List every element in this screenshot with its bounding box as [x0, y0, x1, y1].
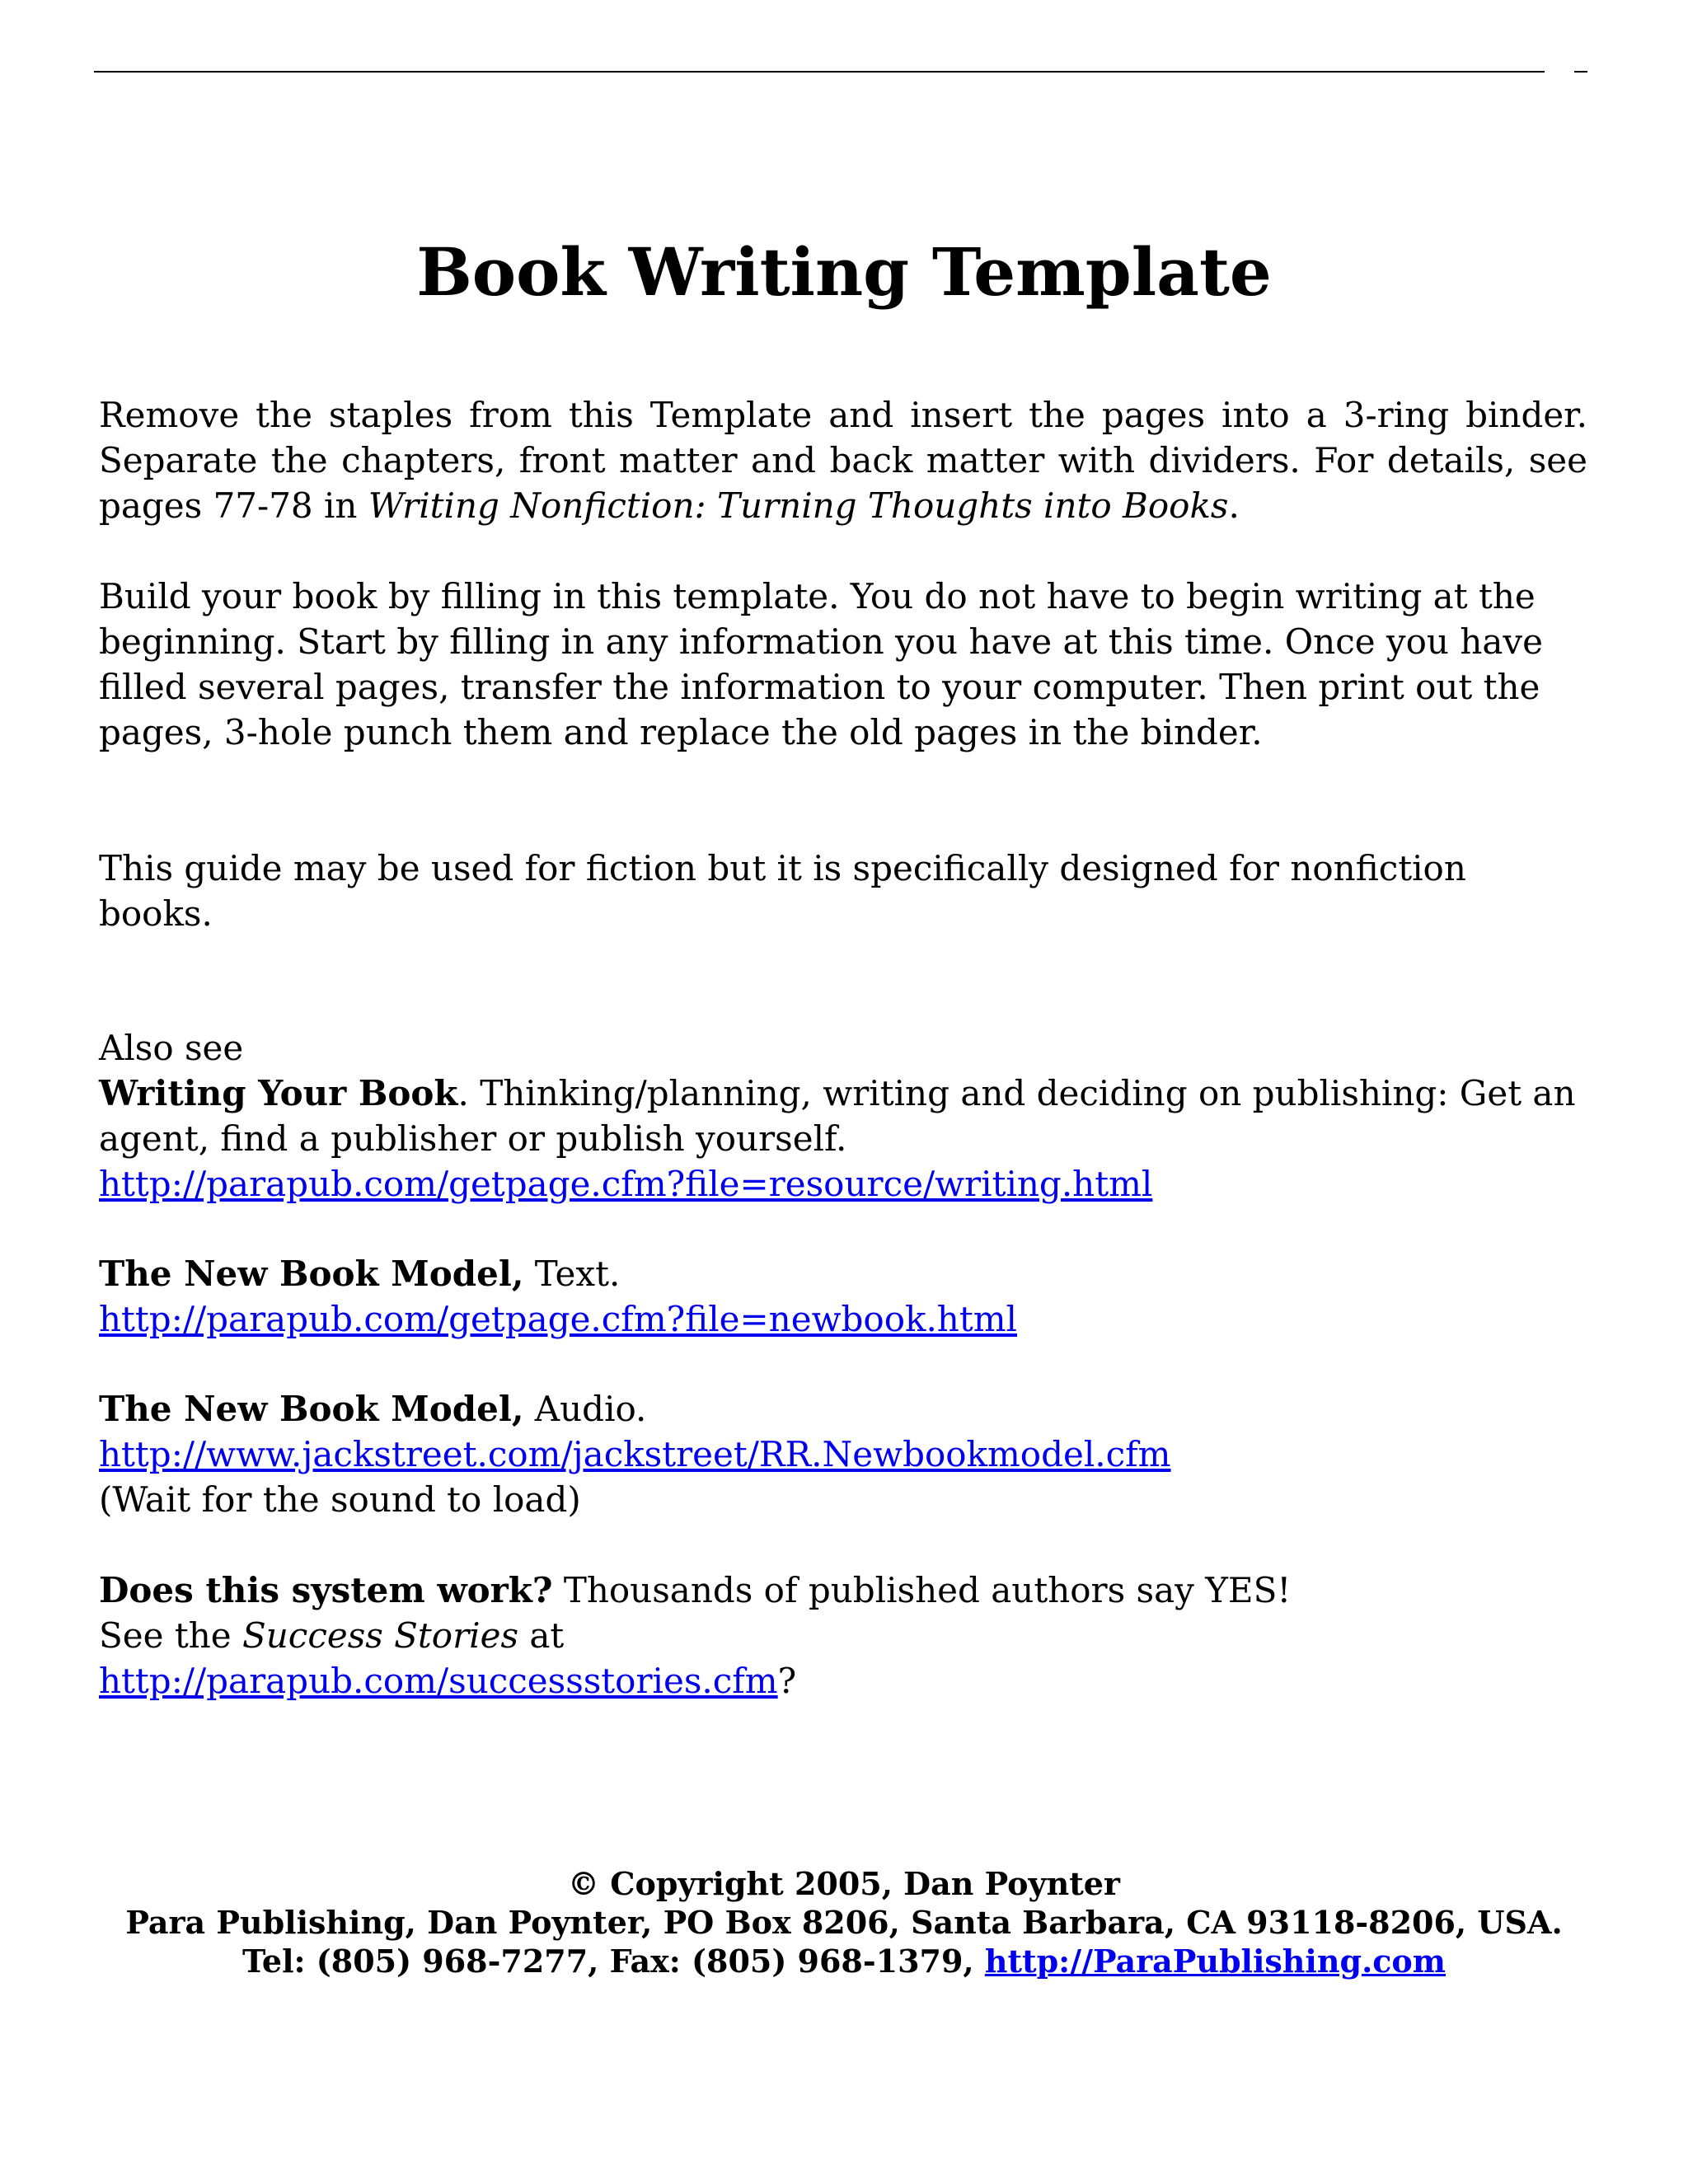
footer-contact — [0, 1942, 1688, 1980]
writing-your-book-link[interactable]: http://parapub.com/getpage.cfm?file=resource/writing.html — [99, 1164, 1153, 1204]
header-dash — [1574, 71, 1587, 73]
writing-your-book-title: Writing Your Book — [99, 1073, 458, 1113]
book-title-reference: Writing Nonfiction: Turning Thoughts into Books — [368, 485, 1229, 526]
new-book-model-text-link[interactable]: http://parapub.com/getpage.cfm?file=newbook.html — [99, 1299, 1017, 1339]
new-book-model-text-title: The New Book Model, — [99, 1254, 524, 1294]
new-book-model-audio-title: The New Book Model, — [99, 1389, 524, 1429]
footer-address: Para Publishing, Dan Poynter, PO Box 8206, Santa Barbara, CA 93118-8206, USA. — [125, 1904, 1563, 1941]
does-it-work-question: Does this system work? — [99, 1570, 553, 1610]
header-rule — [94, 71, 1545, 73]
writing-your-book-desc: . Thinking/planning, writing and deciding on publishing: Get an agent, find a publisher or publish yourself. — [99, 1073, 1576, 1159]
new-book-model-text-desc: Text. — [523, 1254, 621, 1294]
intro-p1-text: Remove the staples from this Template and insert the pages into a 3-ring binder. Separate the chapters, front matter and back matter with dividers. For details, see pages 77-78 in — [99, 395, 1587, 526]
success-stories-section — [99, 1568, 1587, 1704]
audio-load-note: (Wait for the sound to load) — [99, 1479, 581, 1520]
success-stories-title: Success Stories — [241, 1615, 519, 1656]
intro-p1-end: . — [1228, 485, 1240, 526]
page-title: Book Writing Template — [416, 233, 1272, 311]
intro-paragraph-1 — [99, 392, 1587, 528]
also-see-heading: Also see — [99, 1028, 244, 1068]
see-the-text: See the — [99, 1615, 242, 1656]
intro-paragraph-2: Build your book by filling in this template. You do not have to begin writing at the beginning. Start by filling in any information you have at this time. Once you have filled several pages, transfer the information to your computer. Then print out the pages, 3-hole punch them and replace the old pages in the binder. — [99, 576, 1544, 752]
new-book-model-audio-link[interactable]: http://www.jackstreet.com/jackstreet/RR.Newbookmodel.cfm — [99, 1434, 1171, 1474]
new-book-model-audio-section — [99, 1386, 1587, 1522]
new-book-model-audio-desc: Audio. — [523, 1389, 647, 1429]
intro-paragraph-3: This guide may be used for fiction but it is specifically designed for nonfiction books. — [99, 848, 1466, 934]
footer-copyright: © Copyright 2005, Dan Poynter — [568, 1865, 1120, 1902]
see-at-text: at — [518, 1615, 565, 1656]
success-stories-link[interactable]: http://parapub.com/successstories.cfm — [99, 1661, 778, 1701]
also-see-section — [99, 1025, 1587, 1207]
does-it-work-answer: Thousands of published authors say YES! — [552, 1570, 1292, 1610]
footer — [0, 1864, 1688, 1980]
new-book-model-text-section — [99, 1251, 1587, 1342]
footer-website-link[interactable]: http://ParaPublishing.com — [984, 1943, 1446, 1980]
after-link-text: ? — [777, 1661, 797, 1701]
footer-phone-fax: Tel: (805) 968-7277, Fax: (805) 968-1379, — [241, 1943, 985, 1980]
